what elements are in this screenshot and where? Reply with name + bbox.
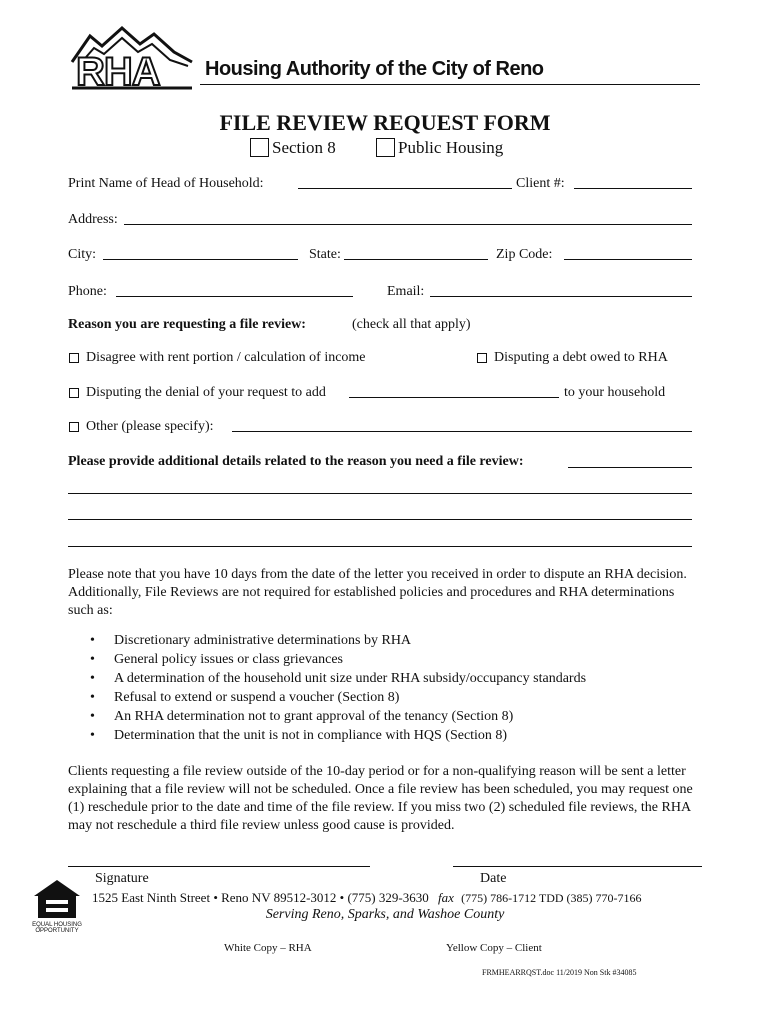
footer-address: 1525 East Ninth Street • Reno NV 89512-3012 • (775) 329-3630 — [92, 890, 429, 905]
head-of-household-field[interactable] — [298, 188, 512, 189]
phone-field[interactable] — [116, 296, 353, 297]
list-item: • Discretionary administrative determinations by RHA — [90, 633, 412, 648]
address-field[interactable] — [124, 224, 692, 225]
header-rule — [200, 84, 700, 85]
yellow-copy-label: Yellow Copy – Client — [446, 942, 542, 954]
client-number-field[interactable] — [574, 188, 692, 189]
other-checkbox[interactable] — [69, 422, 79, 432]
city-label: City: — [68, 247, 97, 262]
footer-fax-label: fax — [437, 890, 454, 905]
notice-closing: Clients requesting a file review outside of the 10-day period or for a non-qualifying reason will be sent a letter explaining that a file review will not be scheduled. Once a file review has been scheduled, you may request one (1) reschedule prior to the date and time of the file review. If you miss two (2) scheduled file reviews, the RHA may not reschedule a third file review unless good cause is provided. — [68, 764, 693, 833]
notice-intro: Please note that you have 10 days from the date of the letter you received in order to dispute an RHA decision. Additionally, File Reviews are not required for established policies and procedures and RHA determinations such as: — [68, 567, 687, 618]
signature-label: Signature — [95, 871, 149, 886]
list-item: • A determination of the household unit size under RHA subsidy/occupancy standards — [90, 671, 587, 686]
section8-label: Section 8 — [272, 138, 336, 157]
white-copy-label: White Copy – RHA — [224, 942, 312, 954]
details-line-1[interactable] — [568, 467, 692, 468]
disagree-label: Disagree with rent portion / calculation of income — [86, 350, 366, 365]
date-field[interactable] — [453, 866, 702, 867]
footer-serving: Serving Reno, Sparks, and Washoe County — [265, 907, 505, 922]
denial-label: Disputing the denial of your request to add — [86, 385, 326, 400]
debt-checkbox[interactable] — [477, 353, 487, 363]
details-line-3[interactable] — [68, 519, 692, 520]
list-item: • General policy issues or class grievances — [90, 652, 343, 667]
debt-label: Disputing a debt owed to RHA — [494, 350, 668, 365]
state-field[interactable] — [344, 259, 488, 260]
phone-label: Phone: — [68, 284, 107, 299]
org-name: Housing Authority of the City of Reno — [205, 58, 544, 80]
email-field[interactable] — [430, 296, 692, 297]
address-label: Address: — [68, 212, 118, 227]
reason-hint: (check all that apply) — [352, 317, 471, 332]
zip-code-label: Zip Code: — [496, 247, 553, 262]
rha-logo — [70, 22, 195, 92]
signature-field[interactable] — [68, 866, 370, 867]
list-item: • An RHA determination not to grant approval of the tenancy (Section 8) — [90, 709, 514, 724]
exclusions-list — [68, 631, 698, 745]
reason-heading: Reason you are requesting a file review: — [68, 317, 306, 332]
details-line-4[interactable] — [68, 546, 692, 547]
denial-member-field[interactable] — [349, 397, 559, 398]
disagree-checkbox[interactable] — [69, 353, 79, 363]
denial-suffix: to your household — [564, 385, 666, 400]
equal-housing-text: EQUAL HOUSING OPPORTUNITY — [32, 922, 82, 934]
city-field[interactable] — [103, 259, 298, 260]
list-item: • Determination that the unit is not in compliance with HQS (Section 8) — [90, 728, 508, 743]
footer-fax-tdd: (775) 786-1712 TDD (385) 770-7166 — [461, 891, 642, 905]
section8-checkbox[interactable] — [250, 138, 269, 157]
form-title: FILE REVIEW REQUEST FORM — [219, 110, 551, 135]
email-label: Email: — [387, 284, 425, 299]
other-label: Other (please specify): — [86, 419, 214, 434]
date-label: Date — [480, 871, 507, 886]
other-specify-field[interactable] — [232, 431, 692, 432]
details-line-2[interactable] — [68, 493, 692, 494]
public-housing-checkbox[interactable] — [376, 138, 395, 157]
denial-checkbox[interactable] — [69, 388, 79, 398]
zip-code-field[interactable] — [564, 259, 692, 260]
list-item: • Refusal to extend or suspend a voucher (Section 8) — [90, 690, 400, 705]
equal-housing-logo — [30, 878, 84, 934]
details-heading: Please provide additional details related to the reason you need a file review: — [68, 454, 524, 469]
footer-address-line — [92, 890, 642, 906]
state-label: State: — [309, 247, 341, 262]
document-id: FRMHEARRQST.doc 11/2019 Non Stk #34085 — [482, 968, 637, 977]
head-of-household-label: Print Name of Head of Household: — [68, 176, 264, 191]
public-housing-label: Public Housing — [398, 138, 504, 157]
logo-text: RHA — [76, 50, 160, 94]
client-number-label: Client #: — [516, 176, 565, 191]
